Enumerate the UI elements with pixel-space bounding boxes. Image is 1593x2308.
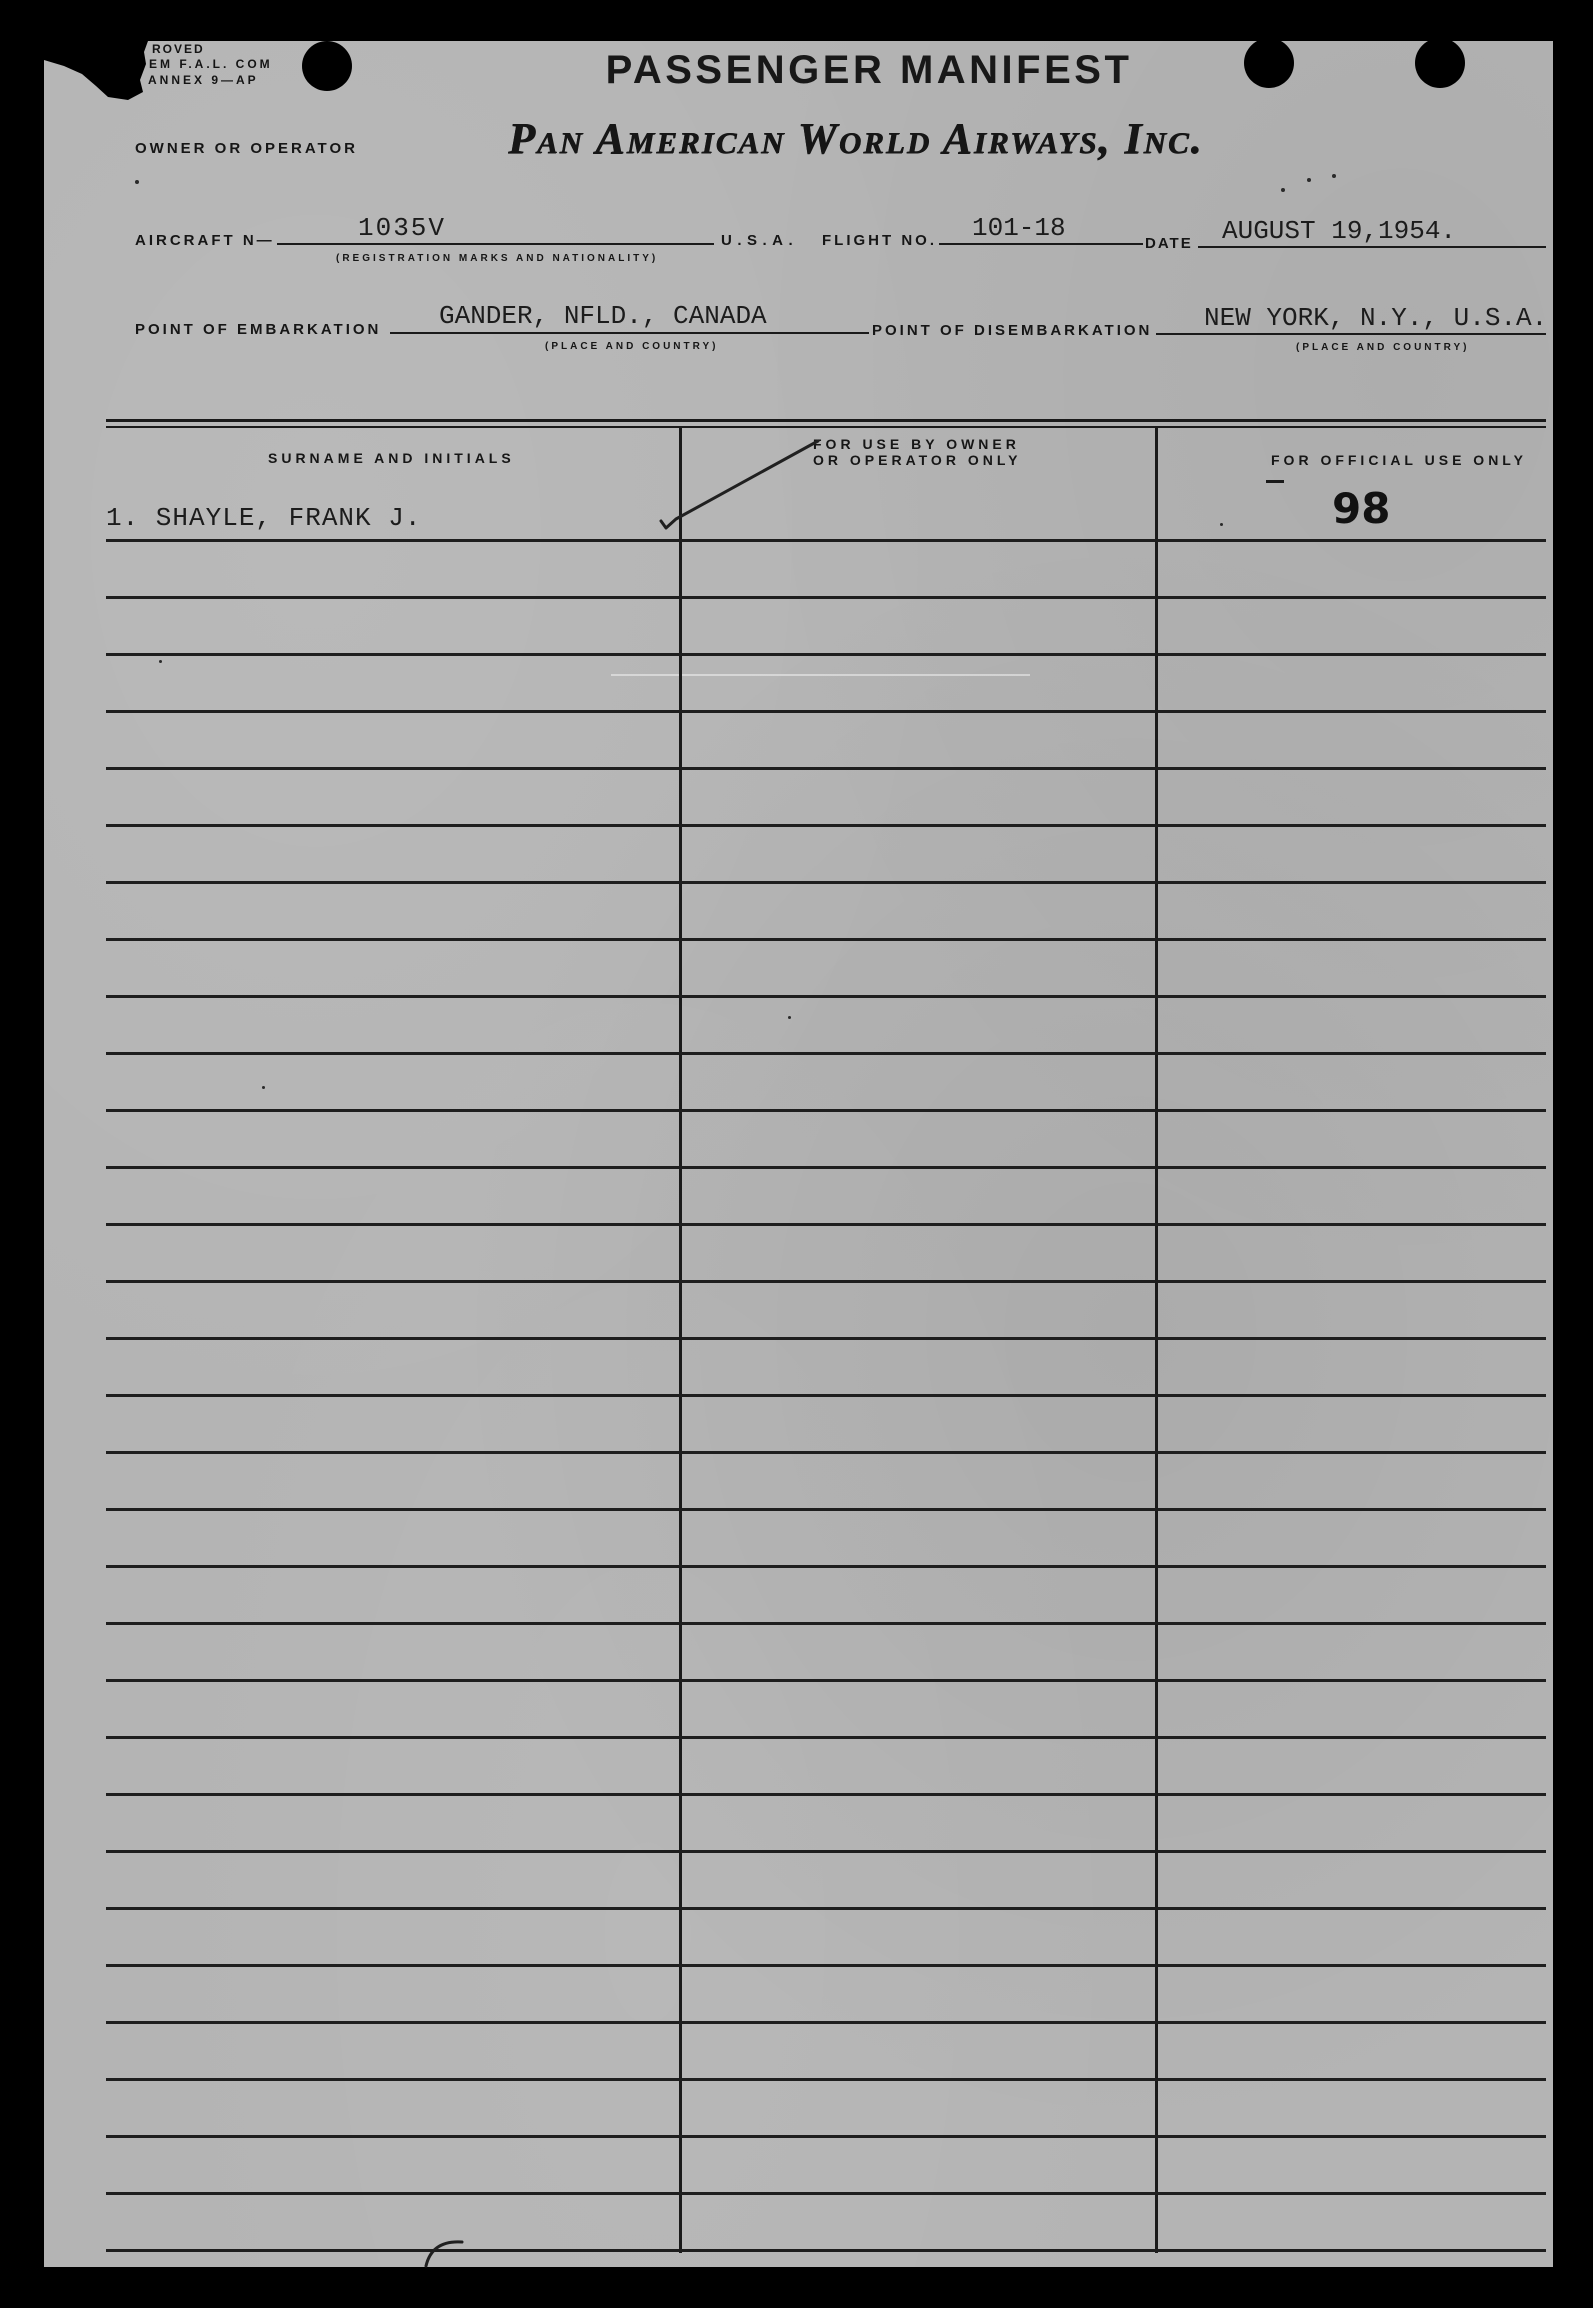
disembarkation-label: POINT OF DISEMBARKATION [872,322,1153,339]
disembarkation-caption: (PLACE AND COUNTRY) [1296,342,1470,353]
embarkation-value: GANDER, NFLD., CANADA [439,301,767,331]
column-header-owner-use-line-1: FOR USE BY OWNER [813,436,1020,452]
approval-stamp-line-3: ANNEX 9—AP [148,73,259,87]
official-use-mark: 98 [1332,484,1391,533]
torn-corner [44,41,148,100]
pen-squiggle-mark [426,2242,462,2266]
embarkation-caption: (PLACE AND COUNTRY) [545,341,719,352]
passenger-entry: 1. SHAYLE, FRANK J. [106,503,422,533]
page-title: PASSENGER MANIFEST [605,48,1133,92]
aircraft-label: AIRCRAFT N— [135,232,275,249]
disembarkation-value: NEW YORK, N.Y., U.S.A. [1204,303,1548,333]
aircraft-value: 1035V [358,213,447,243]
owner-label: OWNER OR OPERATOR [135,140,358,157]
aircraft-nationality: U.S.A. [721,232,799,249]
aircraft-caption: (REGISTRATION MARKS AND NATIONALITY) [336,253,659,264]
date-value: AUGUST 19,1954. [1222,216,1457,246]
approval-stamp-line-2: EM F.A.L. COM [149,57,273,71]
column-header-owner-use-line-2: OR OPERATOR ONLY [813,452,1022,468]
approval-stamp-line-1: ROVED [152,42,205,56]
column-header-surname: SURNAME AND INITIALS [268,450,515,466]
pen-check-mark [661,441,818,528]
date-label: DATE [1145,235,1193,252]
owner-value: Pan American World Airways, Inc. [508,114,1204,163]
flight-label: FLIGHT NO. [822,232,937,249]
embarkation-label: POINT OF EMBARKATION [135,321,382,338]
column-header-official-use: FOR OFFICIAL USE ONLY [1271,452,1527,468]
flight-value: 101-18 [972,213,1066,243]
